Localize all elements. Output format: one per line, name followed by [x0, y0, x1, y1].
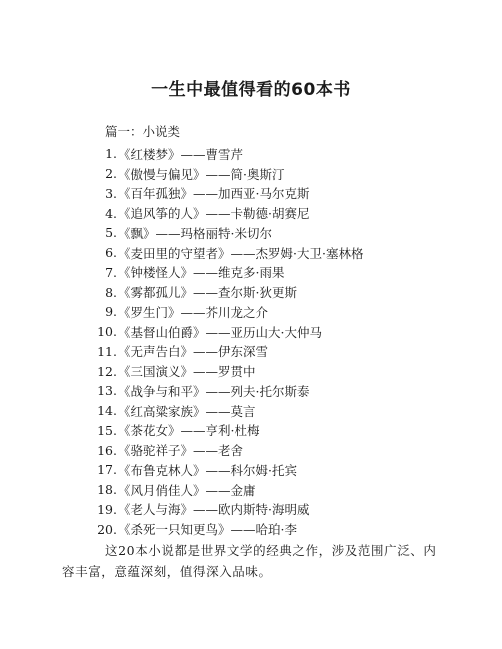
list-item [0, 243, 363, 263]
list-item-text: 《追风筝的人》——卡勒德·胡赛尼 [118, 206, 310, 222]
list-item-text: 《无声告白》——伊东深雪 [118, 344, 269, 360]
list-item-number: 10. [97, 324, 117, 340]
list-item [0, 263, 363, 283]
list-item-number: 5. [105, 225, 117, 241]
list-item-text: 《杀死一只知更鸟》——哈珀·李 [118, 522, 297, 538]
list-item-number: 13. [97, 383, 117, 399]
list-item-number: 15. [97, 422, 117, 438]
list-item-number: 19. [97, 501, 117, 517]
list-item-number: 3. [105, 185, 117, 201]
list-item-text: 《麦田里的守望者》——杰罗姆·大卫·塞林格 [118, 245, 364, 261]
list-item-number: 6. [105, 245, 117, 261]
list-item [0, 519, 363, 539]
list-item-number: 18. [97, 482, 117, 498]
list-item [0, 480, 363, 500]
list-item [0, 302, 363, 322]
list-item [0, 164, 363, 184]
list-item-text: 《骆驼祥子》——老舍 [118, 443, 244, 459]
list-item-number: 17. [97, 462, 117, 478]
list-item-text: 《傲慢与偏见》——简·奥斯汀 [118, 166, 285, 182]
list-item-number: 11. [97, 343, 117, 359]
list-item [0, 401, 363, 421]
book-list [0, 144, 363, 539]
list-item-text: 《茶花女》——亨利·杜梅 [118, 423, 260, 439]
list-item-text: 《三国演义》——罗贯中 [118, 364, 256, 380]
list-item [0, 421, 363, 441]
summary-paragraph: 这20本小说都是世界文学的经典之作，涉及范围广泛、内容丰富，意蕴深刻，值得深入品味。 [62, 543, 437, 579]
list-item-text: 《老人与海》——欧内斯特·海明威 [118, 502, 310, 518]
list-item [0, 500, 363, 520]
list-item-number: 2. [105, 166, 117, 182]
list-item-text: 《钟楼怪人》——维克多·雨果 [118, 265, 285, 281]
list-item-number: 16. [97, 442, 117, 458]
list-item [0, 342, 363, 362]
list-item-text: 《布鲁克林人》——科尔姆·托宾 [118, 462, 297, 478]
list-item [0, 144, 363, 164]
list-item [0, 460, 363, 480]
list-item-text: 《战争与和平》——列夫·托尔斯泰 [118, 383, 310, 399]
list-item [0, 381, 363, 401]
list-item-text: 《红高粱家族》——莫言 [118, 403, 256, 419]
list-item-number: 8. [105, 284, 117, 300]
list-item-number: 14. [97, 403, 117, 419]
list-item-text: 《罗生门》——芥川龙之介 [118, 304, 269, 320]
list-item [0, 322, 363, 342]
list-item-number: 12. [97, 363, 117, 379]
list-item-number: 20. [97, 521, 117, 537]
list-item-text: 《百年孤独》——加西亚·马尔克斯 [118, 186, 310, 202]
list-item-number: 1. [105, 146, 117, 162]
list-item [0, 203, 363, 223]
list-item-text: 《红楼梦》——曹雪芹 [118, 146, 244, 162]
list-item [0, 282, 363, 302]
list-item [0, 361, 363, 381]
list-item-text: 《风月俏佳人》——金庸 [118, 482, 256, 498]
list-item-number: 7. [105, 264, 117, 280]
list-item-number: 9. [105, 304, 117, 320]
section-heading: 篇一：小说类 [105, 124, 181, 139]
list-item [0, 223, 363, 243]
list-item-text: 《雾都孤儿》——查尔斯·狄更斯 [118, 285, 297, 301]
list-item [0, 184, 363, 204]
list-item [0, 440, 363, 460]
list-item-text: 《飘》——玛格丽特·米切尔 [118, 225, 272, 241]
page-title: 一生中最值得看的60本书 [151, 80, 351, 100]
list-item-text: 《基督山伯爵》——亚历山大·大仲马 [118, 324, 322, 340]
list-item-number: 4. [105, 205, 117, 221]
